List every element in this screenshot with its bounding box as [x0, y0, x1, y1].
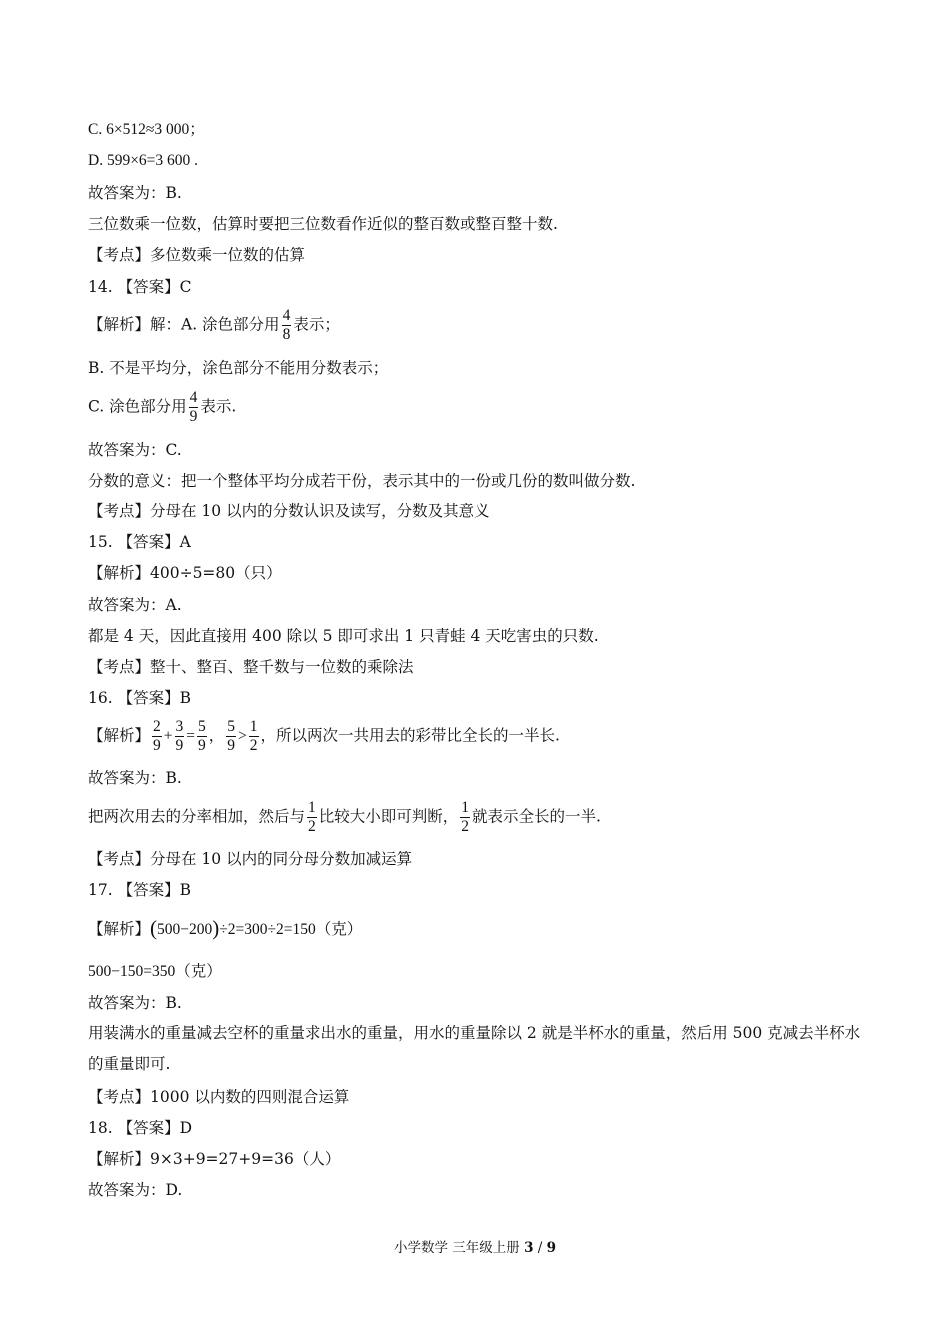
- text-line: 故答案为：D.: [88, 1181, 183, 1199]
- paren: ): [212, 916, 220, 940]
- question-heading: 18. 【答案】D: [88, 1119, 193, 1137]
- page-total: 9: [546, 1240, 557, 1256]
- operator: >: [238, 727, 247, 745]
- text-line: D. 599×6=3 600 .: [88, 152, 199, 169]
- fraction: $\frac{1}{2}$: [249, 718, 258, 754]
- operator: =: [186, 727, 196, 745]
- text-line: 【考点】多位数乘一位数的估算: [88, 246, 306, 264]
- text-line: 故答案为：A.: [88, 596, 182, 614]
- question-heading: 14. 【答案】C: [88, 278, 192, 296]
- text-line: 【解析】9×3+9=27+9=36（人）: [88, 1150, 341, 1168]
- text-line: 故答案为：C.: [88, 441, 182, 459]
- text-line: 【考点】分母在 10 以内的分数认识及读写，分数及其意义: [88, 502, 490, 520]
- paren: (: [150, 916, 158, 940]
- fraction: $\frac{4}{9}$: [189, 389, 198, 425]
- text-line: 【解析】400÷5=80（只）: [88, 564, 282, 582]
- page-footer: [0, 1236, 950, 1256]
- fraction: $\frac{3}{9}$: [175, 718, 184, 754]
- text-line: [88, 718, 560, 755]
- text-line: C. 6×512≈3 000；: [88, 121, 205, 138]
- text-line: 故答案为：B.: [88, 184, 182, 202]
- question-heading: 17. 【答案】B: [88, 881, 191, 899]
- text-line: 故答案为：B.: [88, 769, 182, 787]
- text-segment: ，: [208, 726, 225, 745]
- page-number: 3: [524, 1240, 534, 1256]
- text-line: [88, 799, 601, 836]
- text-segment: ，所以两次一共用去的彩带比全长的一半长.: [260, 726, 560, 745]
- text-segment: 比较大小即可判断，: [318, 807, 459, 826]
- fraction: $\frac{4}{8}$: [282, 307, 291, 343]
- text-paragraph: 用装满水的重量减去空杯的重量求出水的重量，用水的重量除以 2 就是半杯水的重量，然后用 500 克减去半杯水的重量即可.: [88, 1024, 861, 1073]
- question-heading: 15. 【答案】A: [88, 533, 191, 551]
- text-line: [88, 918, 362, 940]
- text-segment: 【解析】解：A. 涂色部分用: [88, 315, 280, 334]
- text-line: [88, 389, 236, 426]
- text-line: 【考点】1000 以内数的四则混合运算: [88, 1088, 350, 1106]
- footer-title: 小学数学 三年级上册: [393, 1240, 520, 1256]
- fraction: $\frac{1}{2}$: [308, 799, 316, 835]
- text-line: [88, 307, 340, 344]
- text-line: 分数的意义：把一个整体平均分成若干份，表示其中的一份或几份的数叫做分数.: [88, 472, 636, 490]
- fraction: $\frac{2}{9}$: [153, 718, 161, 754]
- text-line: B. 不是平均分，涂色部分不能用分数表示；: [88, 359, 389, 377]
- text-line: 500−150=350（克）: [88, 963, 222, 980]
- math: ÷2=300÷2=150（克）: [219, 921, 363, 938]
- text-segment: 把两次用去的分率相加，然后与: [88, 807, 306, 826]
- question-heading: 16. 【答案】B: [88, 689, 191, 707]
- text-line: 都是 4 天，因此直接用 400 除以 5 即可求出 1 只青蛙 4 天吃害虫的只数.: [88, 627, 599, 645]
- fraction: $\frac{5}{9}$: [227, 718, 236, 754]
- text-segment: C. 涂色部分用: [88, 397, 187, 416]
- text-segment: 【解析】: [88, 920, 151, 938]
- fraction: $\frac{5}{9}$: [198, 718, 206, 754]
- text-segment: 表示；: [293, 315, 340, 334]
- text-line: 【考点】整十、整百、整千数与一位数的乘除法: [88, 658, 414, 676]
- fraction: $\frac{1}{2}$: [461, 799, 470, 835]
- text-segment: 就表示全长的一半.: [472, 807, 601, 826]
- text-segment: 【解析】: [88, 726, 151, 745]
- text-segment: 表示.: [200, 397, 237, 416]
- page-separator: /: [533, 1240, 547, 1256]
- text-line: 三位数乘一位数，估算时要把三位数看作近似的整百数或整百整十数.: [88, 215, 558, 233]
- math: 500−200: [157, 921, 213, 938]
- text-line: 故答案为：B.: [88, 994, 182, 1012]
- operator: +: [163, 727, 173, 745]
- text-line: 【考点】分母在 10 以内的同分母分数加减运算: [88, 850, 413, 868]
